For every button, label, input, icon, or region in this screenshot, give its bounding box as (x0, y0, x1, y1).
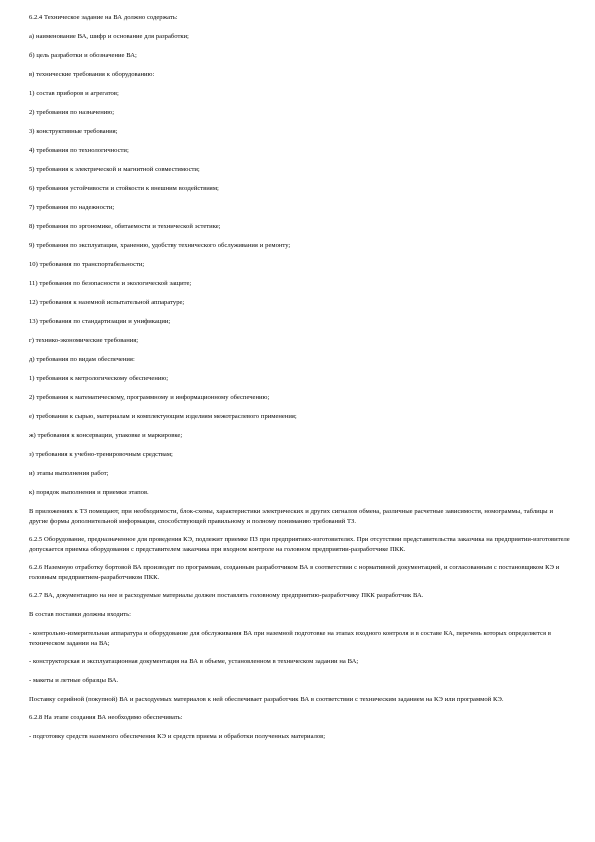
serial-supply-paragraph: Поставку серийной (покупной) ВА и расходуемых материалов к ней обеспечивает разработчик ВА в соответствии с техническим заданием на КЭ или программой КЭ. (29, 696, 504, 703)
delivery-item-equipment: - контрольно-измерительная аппаратура и оборудование для обслуживания ВА при наземной подготовке на этапах входного контроля и в составе КА, перечень которых определяется в техническом задании на ВА; (29, 630, 551, 647)
delivery-intro-paragraph: В состав поставки должны входить: (29, 611, 131, 618)
section-6-2-7-paragraph: 6.2.7 ВА, документацию на нее и расходуемые материалы должен поставлять головному предприятию-разработчику ПКК разработчик ВА. (29, 592, 424, 599)
list-item-v-6: 6) требования устойчивости и стойкости к внешним воздействиям; (29, 185, 219, 192)
list-item-v-4: 4) требования по технологичности; (29, 147, 129, 154)
list-item-b: б) цель разработки и обозначение ВА; (29, 52, 137, 59)
list-item-v-11: 11) требования по безопасности и экологической защите; (29, 280, 192, 287)
list-item-e: е) требования к сырью, материалам и комплектующим изделиям межотраслевого применения; (29, 413, 297, 420)
section-heading-6-2-4: 6.2.4 Техническое задание на ВА должно содержать: (29, 14, 178, 21)
section-6-2-8-paragraph: 6.2.8 На этапе создания ВА необходимо обеспечивать: (29, 714, 183, 721)
delivery-item-documentation: - конструкторская и эксплуатационная документация на ВА в объеме, установленном в техническом задании на ВА; (29, 658, 359, 665)
list-item-v: в) технические требования к оборудованию: (29, 71, 155, 78)
list-item-a: а) наименование ВА, шифр и основание для разработки; (29, 33, 189, 40)
list-item-v-5: 5) требования к электрической и магнитной совместимости; (29, 166, 200, 173)
list-item-zh: ж) требования к консервации, упаковке и маркировке; (29, 432, 183, 439)
list-item-k: к) порядок выполнения и приемки этапов. (29, 489, 149, 496)
delivery-item-samples: - макеты и летные образцы ВА. (29, 677, 119, 684)
list-item-v-7: 7) требования по надежности; (29, 204, 115, 211)
list-item-z: з) требования к учебно-тренировочным средствам; (29, 451, 173, 458)
list-item-v-10: 10) требования по транспортабельности; (29, 261, 145, 268)
list-item-v-3: 3) конструктивные требования; (29, 128, 118, 135)
list-item-d-2: 2) требования к математическому, программному и информационному обеспечению; (29, 394, 270, 401)
list-item-d: д) требования по видам обеспечения: (29, 356, 135, 363)
ground-support-item: - подготовку средств наземного обеспечения КЭ и средств приема и обработки полученных материалов; (29, 733, 326, 740)
appendix-paragraph: В приложениях к ТЗ помещают, при необходимости, блок-схемы, характеристики электрических и других сигналов обмена, различные расчетные зависимости, номограммы, таблицы и другие формы дополнительной информации, способствующей правильному и полному пониманию требований ТЗ. (29, 508, 553, 525)
list-item-i: и) этапы выполнения работ; (29, 470, 109, 477)
list-item-v-1: 1) состав приборов и агрегатов; (29, 90, 119, 97)
list-item-v-13: 13) требования по стандартизации и унификации; (29, 318, 171, 325)
list-item-d-1: 1) требования к метрологическому обеспечению; (29, 375, 169, 382)
list-item-v-9: 9) требования по эксплуатации, хранению, удобству технического обслуживания и ремонту; (29, 242, 291, 249)
section-6-2-6-paragraph: 6.2.6 Наземную отработку бортовой ВА производят по программам, созданным разработчиком ВА в соответствии с нормативной документацией, и согласованным с постановщиком КЭ и головным предприятием-разработчиком ПКК. (29, 564, 560, 581)
section-6-2-5-paragraph: 6.2.5 Оборудование, предназначенное для проведения КЭ, подлежит приемке ПЗ при предприятиях-изготовителях. При отсутствии представительства заказчика на предприятии-изготовителе допускается приемка оборудования с представителем заказчика при входном контроле на головном предприятии-разработчике ПКК. (29, 536, 570, 553)
list-item-v-2: 2) требования по назначению; (29, 109, 115, 116)
list-item-v-8: 8) требования по эргономике, обитаемости и технической эстетике; (29, 223, 221, 230)
list-item-g: г) технико-экономические требования; (29, 337, 139, 344)
list-item-v-12: 12) требования к наземной испытательной аппаратуре; (29, 299, 185, 306)
